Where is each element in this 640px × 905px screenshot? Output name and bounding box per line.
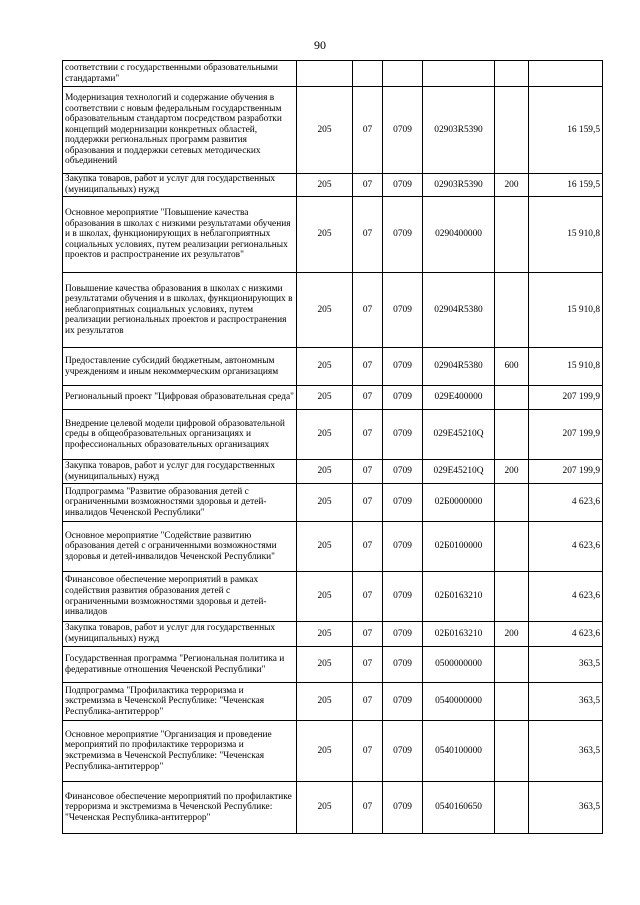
row-vr-cell: 200 [495,174,529,197]
row-csr-cell: 029E45210Q [423,460,495,484]
row-csr-cell: 02Б0163210 [423,572,495,622]
row-sum-cell: 4 623,6 [529,484,603,522]
row-sum-cell: 207 199,9 [529,386,603,410]
row-vr-cell [495,61,529,87]
row-sum-cell: 363,5 [529,721,603,782]
row-prz-cell: 0709 [383,622,423,647]
row-csr-cell [423,61,495,87]
table-row [63,484,603,522]
row-csr-cell: 02Б0163210 [423,622,495,647]
row-gr-cell: 205 [297,386,353,410]
row-sum-cell: 4 623,6 [529,522,603,572]
row-rz-cell: 07 [353,197,383,273]
row-name-cell: Закупка товаров, работ и услуг для государственных (муниципальных) нужд [63,460,297,484]
table-row [63,683,603,721]
row-sum-cell: 16 159,5 [529,174,603,197]
row-vr-cell: 600 [495,348,529,386]
row-csr-cell: 0540000000 [423,683,495,721]
row-prz-cell: 0709 [383,87,423,174]
row-gr-cell: 205 [297,273,353,348]
row-vr-cell [495,572,529,622]
row-name-cell: Закупка товаров, работ и услуг для государственных (муниципальных) нужд [63,622,297,647]
row-name-cell: Предоставление субсидий бюджетным, автономным учреждениям и иным некоммерческим организациям [63,348,297,386]
page-number: 90 [314,38,326,52]
row-prz-cell: 0709 [383,460,423,484]
row-rz-cell: 07 [353,410,383,460]
row-prz-cell: 0709 [383,348,423,386]
row-sum-cell: 207 199,9 [529,410,603,460]
row-gr-cell [297,61,353,87]
row-vr-cell [495,410,529,460]
row-gr-cell: 205 [297,782,353,834]
row-rz-cell: 07 [353,484,383,522]
row-csr-cell: 02903R5390 [423,174,495,197]
row-gr-cell: 205 [297,197,353,273]
row-csr-cell: 02Б0100000 [423,522,495,572]
row-vr-cell [495,522,529,572]
row-rz-cell: 07 [353,174,383,197]
row-name-cell: Подпрограмма "Развитие образования детей с ограниченными возможностями здоровья и детей-инвалидов Чеченской Республики" [63,484,297,522]
row-vr-cell [495,721,529,782]
table-row [63,622,603,647]
row-sum-cell: 207 199,9 [529,460,603,484]
row-name-cell: Финансовое обеспечение мероприятий по профилактике терроризма и экстремизма в Чеченской Республике: "Чеченская Республика-антитеррор" [63,782,297,834]
row-name-cell: Внедрение целевой модели цифровой образовательной среды в общеобразовательных организациях и профессиональных образовательных организациях [63,410,297,460]
row-rz-cell: 07 [353,386,383,410]
row-rz-cell: 07 [353,782,383,834]
row-vr-cell [495,484,529,522]
row-prz-cell: 0709 [383,174,423,197]
row-csr-cell: 02903R5390 [423,87,495,174]
table-row [63,348,603,386]
row-name-cell: Финансовое обеспечение мероприятий в рамках содействия развития образования детей с ограниченными возможностями здоровья и детей-инвалидов [63,572,297,622]
row-gr-cell: 205 [297,460,353,484]
row-vr-cell [495,683,529,721]
row-rz-cell: 07 [353,622,383,647]
table-row [63,61,603,87]
row-prz-cell: 0709 [383,386,423,410]
row-sum-cell: 16 159,5 [529,87,603,174]
row-rz-cell: 07 [353,87,383,174]
row-rz-cell [353,61,383,87]
row-sum-cell: 4 623,6 [529,572,603,622]
row-vr-cell [495,273,529,348]
row-rz-cell: 07 [353,460,383,484]
row-csr-cell: 0540160650 [423,782,495,834]
table-body [63,61,603,834]
row-prz-cell [383,61,423,87]
row-sum-cell: 363,5 [529,782,603,834]
row-name-cell: Основное мероприятие "Организация и проведение мероприятий по профилактике терроризма и экстремизма в Чеченской Республике: "Чеченская Республика-антитеррор" [63,721,297,782]
row-prz-cell: 0709 [383,484,423,522]
table-row [63,386,603,410]
row-rz-cell: 07 [353,647,383,683]
row-prz-cell: 0709 [383,683,423,721]
row-name-cell: соответствии с государственными образовательными стандартами" [63,61,297,87]
row-prz-cell: 0709 [383,273,423,348]
row-gr-cell: 205 [297,348,353,386]
row-gr-cell: 205 [297,683,353,721]
row-name-cell: Повышение качества образования в школах с низкими результатами обучения и в школах, функционирующих в неблагоприятных социальных условиях, путем реализации региональных проектов и распространения их результатов [63,273,297,348]
row-csr-cell: 0500000000 [423,647,495,683]
row-prz-cell: 0709 [383,721,423,782]
row-gr-cell: 205 [297,410,353,460]
row-name-cell: Подпрограмма "Профилактика терроризма и экстремизма в Чеченской Республике: "Чеченская Республика-антитеррор" [63,683,297,721]
row-gr-cell: 205 [297,522,353,572]
row-name-cell: Основное мероприятие "Повышение качества образования в школах с низкими результатами обучения и в школах, функционирующих в неблагоприятных социальных условиях, путем реализации региональных проектов и распространение их результатов" [63,197,297,273]
table-row [63,410,603,460]
row-vr-cell: 200 [495,460,529,484]
row-sum-cell: 4 623,6 [529,622,603,647]
row-csr-cell: 0540100000 [423,721,495,782]
row-prz-cell: 0709 [383,572,423,622]
table-row [63,522,603,572]
row-gr-cell: 205 [297,174,353,197]
row-name-cell: Закупка товаров, работ и услуг для государственных (муниципальных) нужд [63,174,297,197]
table-row [63,87,603,174]
row-vr-cell [495,386,529,410]
row-csr-cell: 029E45210Q [423,410,495,460]
table-row [63,782,603,834]
row-rz-cell: 07 [353,572,383,622]
table-row [63,197,603,273]
row-gr-cell: 205 [297,572,353,622]
row-sum-cell: 15 910,8 [529,273,603,348]
table-row [63,647,603,683]
row-name-cell: Основное мероприятие "Содействие развитию образования детей с ограниченными возможностями здоровья и детей-инвалидов Чеченской Республики" [63,522,297,572]
row-gr-cell: 205 [297,622,353,647]
row-vr-cell [495,197,529,273]
row-sum-cell: 15 910,8 [529,197,603,273]
row-sum-cell [529,61,603,87]
row-vr-cell [495,87,529,174]
budget-table [62,60,603,834]
row-rz-cell: 07 [353,683,383,721]
row-csr-cell: 0290400000 [423,197,495,273]
table-row [63,273,603,348]
row-rz-cell: 07 [353,522,383,572]
row-gr-cell: 205 [297,484,353,522]
row-csr-cell: 02904R5380 [423,273,495,348]
row-csr-cell: 029E400000 [423,386,495,410]
row-gr-cell: 205 [297,87,353,174]
row-sum-cell: 15 910,8 [529,348,603,386]
row-prz-cell: 0709 [383,647,423,683]
row-rz-cell: 07 [353,273,383,348]
row-vr-cell: 200 [495,622,529,647]
row-prz-cell: 0709 [383,197,423,273]
row-sum-cell: 363,5 [529,683,603,721]
table-row [63,174,603,197]
row-prz-cell: 0709 [383,410,423,460]
row-sum-cell: 363,5 [529,647,603,683]
row-name-cell: Региональный проект "Цифровая образовательная среда" [63,386,297,410]
table-row [63,460,603,484]
row-prz-cell: 0709 [383,782,423,834]
row-prz-cell: 0709 [383,522,423,572]
table-row [63,721,603,782]
row-rz-cell: 07 [353,348,383,386]
row-gr-cell: 205 [297,647,353,683]
row-vr-cell [495,647,529,683]
row-vr-cell [495,782,529,834]
row-rz-cell: 07 [353,721,383,782]
row-gr-cell: 205 [297,721,353,782]
row-csr-cell: 02Б0000000 [423,484,495,522]
table-row [63,572,603,622]
row-csr-cell: 02904R5380 [423,348,495,386]
row-name-cell: Государственная программа "Региональная политика и федеративные отношения Чеченской Республики" [63,647,297,683]
row-name-cell: Модернизация технологий и содержание обучения в соответствии с новым федеральным государственным образовательным стандартом посредством разработки концепций модернизации конкретных областей, поддержки региональных программ развития образования и поддержки сетевых методических объединений [63,87,297,174]
